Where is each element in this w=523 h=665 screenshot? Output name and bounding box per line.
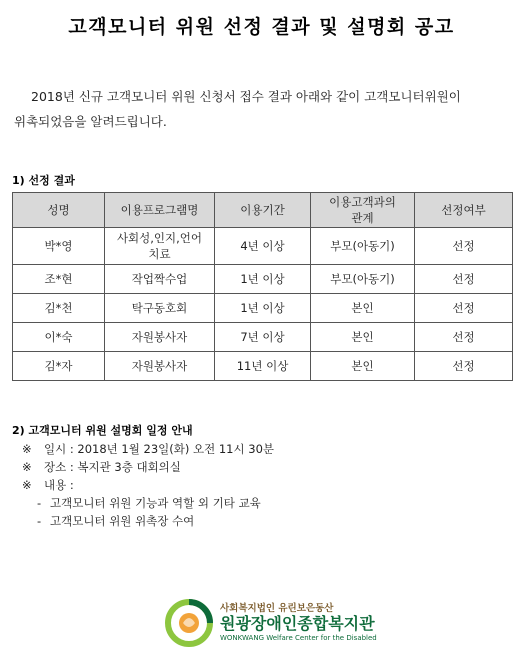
cell-period: 1년 이상	[215, 294, 311, 323]
dash-bullet: -	[37, 496, 42, 510]
document-title: 고객모니터 위원 선정 결과 및 설명회 공고	[68, 16, 455, 38]
intro-paragraph	[14, 84, 504, 134]
dash-bullet: -	[37, 514, 42, 528]
cell-relation: 본인	[311, 323, 415, 352]
cell-name: 조*현	[13, 265, 105, 294]
cell-result: 선정	[415, 228, 513, 265]
cell-period: 1년 이상	[215, 265, 311, 294]
table-row	[13, 265, 513, 294]
column-header-relation: 이용고객과의 관계	[311, 193, 415, 228]
center-emblem-icon	[165, 598, 215, 648]
cell-program: 작업짝수업	[105, 265, 215, 294]
list-item-place	[22, 458, 502, 476]
cell-program: 자원봉사자	[105, 352, 215, 381]
cell-name: 이*숙	[13, 323, 105, 352]
schedule-date: 일시 : 2018년 1월 23일(화) 오전 11시 30분	[44, 442, 275, 456]
cell-result: 선정	[415, 323, 513, 352]
cell-name: 김*자	[13, 352, 105, 381]
results-table	[12, 192, 513, 381]
schedule-content-label: 내용 :	[44, 478, 74, 492]
cell-result: 선정	[415, 265, 513, 294]
reference-mark-icon: ※	[22, 478, 32, 492]
cell-relation: 부모(아동기)	[311, 228, 415, 265]
table-row	[13, 323, 513, 352]
column-header-period: 이용기간	[215, 193, 311, 228]
table-row	[13, 228, 513, 265]
reference-mark-icon: ※	[22, 442, 32, 456]
intro-line-1: 2018년 신규 고객모니터 위원 신청서 접수 결과 아래와 같이 고객모니터위원이	[31, 89, 461, 104]
column-header-program: 이용프로그램명	[105, 193, 215, 228]
organization-logo	[165, 598, 385, 648]
schedule-list	[22, 440, 502, 530]
cell-relation: 본인	[311, 294, 415, 323]
cell-period: 7년 이상	[215, 323, 311, 352]
cell-name: 김*천	[13, 294, 105, 323]
table-row	[13, 294, 513, 323]
content-item-2: 고객모니터 위원 위촉장 수여	[50, 514, 195, 528]
logo-text-block	[220, 600, 390, 642]
table-header-row	[13, 193, 513, 228]
column-header-name: 성명	[13, 193, 105, 228]
logo-english-name: WONKWANG Welfare Center for the Disabled	[220, 634, 377, 642]
list-item-date	[22, 440, 502, 458]
cell-program: 자원봉사자	[105, 323, 215, 352]
reference-mark-icon: ※	[22, 460, 32, 474]
list-item-content	[22, 476, 502, 494]
column-header-result: 선정여부	[415, 193, 513, 228]
cell-result: 선정	[415, 352, 513, 381]
intro-line-2: 위촉되었음을 알려드립니다.	[14, 114, 167, 129]
logo-subtitle: 사회복지법인 유린보은동산	[220, 603, 334, 614]
schedule-place: 장소 : 복지관 3층 대회의실	[44, 460, 181, 474]
cell-program: 사회성,인지,언어 치료	[105, 228, 215, 265]
list-item-content-detail	[22, 512, 502, 530]
section-heading-results: 1) 선정 결과	[12, 174, 75, 187]
cell-period: 11년 이상	[215, 352, 311, 381]
content-item-1: 고객모니터 위원 기능과 역할 외 기타 교육	[50, 496, 261, 510]
cell-relation: 본인	[311, 352, 415, 381]
cell-relation: 부모(아동기)	[311, 265, 415, 294]
cell-period: 4년 이상	[215, 228, 311, 265]
cell-name: 박*영	[13, 228, 105, 265]
cell-result: 선정	[415, 294, 513, 323]
cell-program: 탁구동호회	[105, 294, 215, 323]
logo-name: 원광장애인종합복지관	[220, 614, 375, 633]
table-row	[13, 352, 513, 381]
list-item-content-detail	[22, 494, 502, 512]
section-heading-schedule: 2) 고객모니터 위원 설명회 일정 안내	[12, 424, 193, 437]
